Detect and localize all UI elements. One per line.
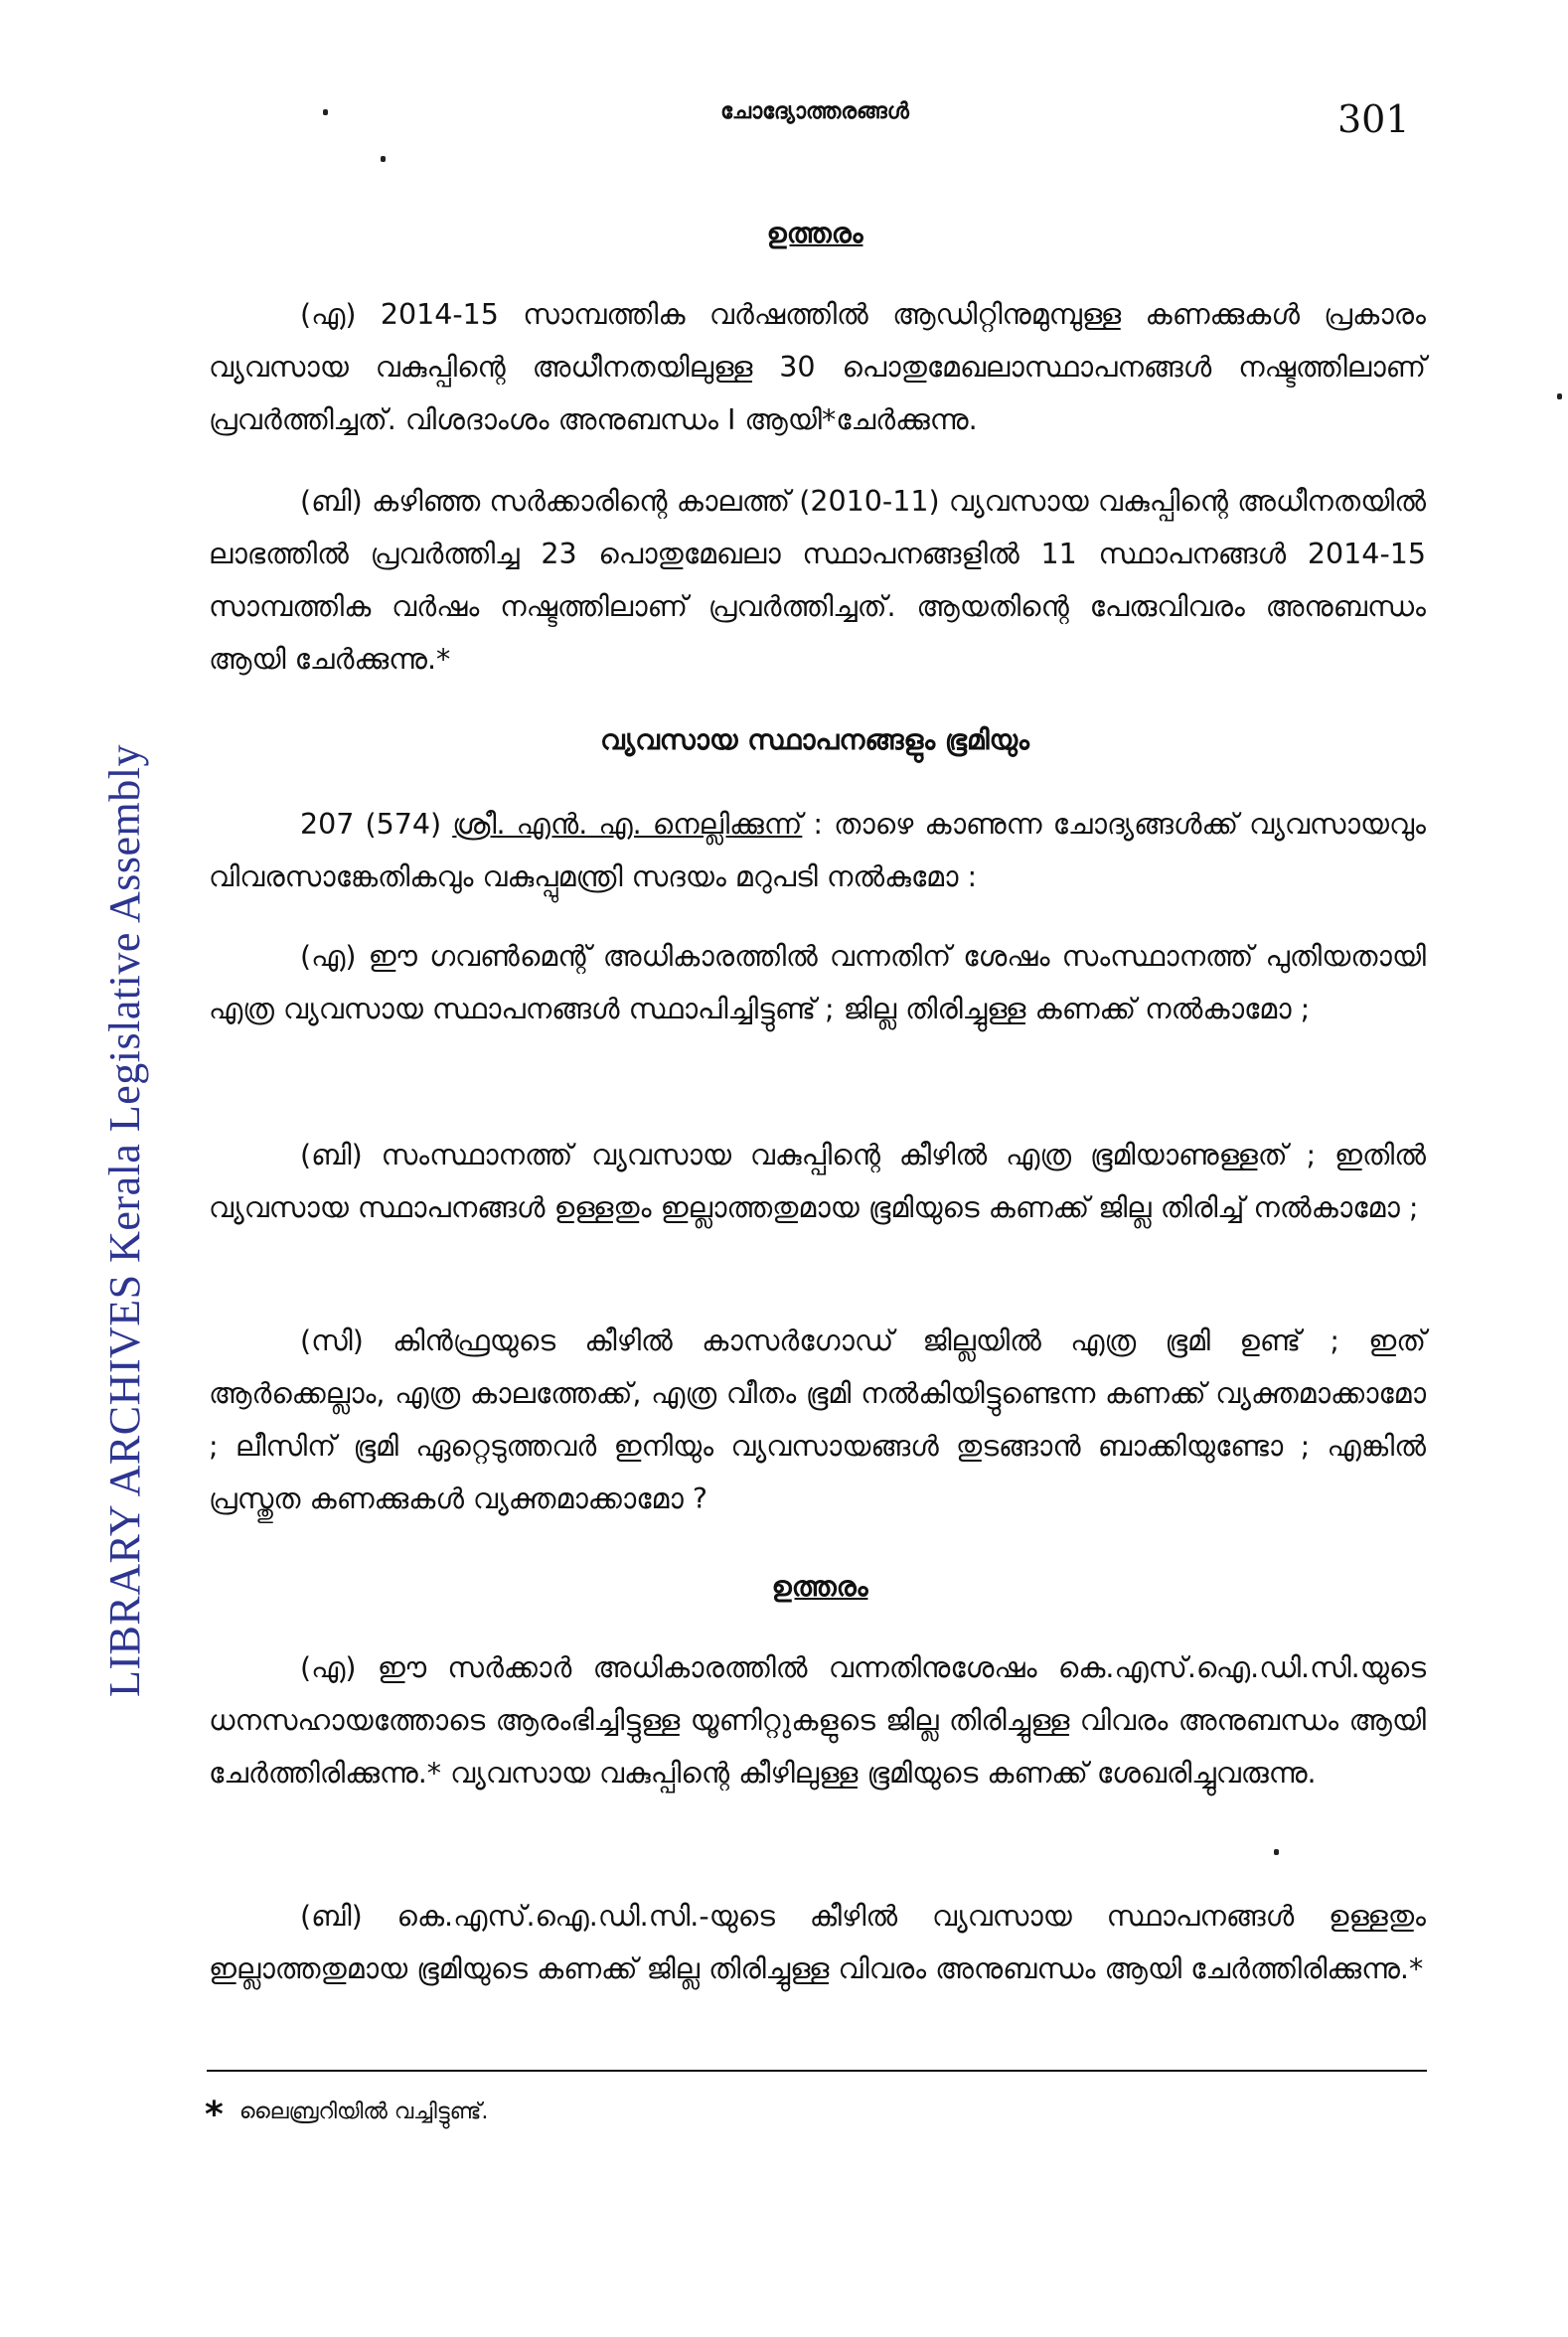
answer-1-part-b-text: (ബി) കഴിഞ്ഞ സർക്കാരിന്റെ കാലത്ത് (2010-11) വ്യവസായ വകുപ്പിന്റെ അധീനതയിൽ ലാഭത്തിൽ പ്രവർത്തിച്ച 23 പൊതുമേഖലാ സ്ഥാപനങ്ങളിൽ 11 സ്ഥാപനങ്ങൾ 2014-15 സാമ്പത്തിക വർഷം നഷ്ടത്തിലാണ് പ്രവർത്തിച്ചത്. ആയതിന്റെ പേരുവിവരം അനുബന്ധം ആയി ചേർക്കുന്നു.* [209,485,1426,676]
answer-2-part-b [209,1890,1426,1995]
page-number: 301 [1337,97,1410,141]
footnote [205,2095,488,2135]
question-number: 207 (574) [300,808,442,841]
question-intro [209,798,1426,903]
scan-speck [1557,393,1562,399]
footnote-marker: * [205,2095,224,2135]
scan-speck [323,109,328,115]
question-part-c-text: (സി) കിൻഫ്രയുടെ കീഴിൽ കാസർഗോഡ് ജില്ലയിൽ എത്ര ഭൂമി ഉണ്ട് ; ഇത് ആർക്കെല്ലാം, എത്ര കാലത്തേക്ക്, എത്ര വീതം ഭൂമി നൽകിയിട്ടുണ്ടെന്ന കണക്ക് വ്യക്തമാക്കാമോ ; ലീസിന് ഭൂമി ഏറ്റെടുത്തവർ ഇനിയും വ്യവസായങ്ങൾ തുടങ്ങാൻ ബാക്കിയുണ്ടോ ; എങ്കിൽ പ്രസ്തുത കണക്കുകൾ വ്യക്തമാക്കാമോ ? [209,1324,1426,1515]
member-name: ശ്രീ. എൻ. എ. നെല്ലിക്കുന്ന് [452,808,803,841]
answer-2-part-a [209,1641,1426,1799]
answer-1-part-a [209,288,1426,446]
footnote-divider [207,2070,1427,2072]
answer-heading-2: ഉത്തരം [771,1570,868,1603]
running-header-title: ചോദ്യോത്തരങ്ങൾ [720,99,909,124]
answer-1-part-a-text: (എ) 2014-15 സാമ്പത്തിക വർഷത്തിൽ ആഡിറ്റിനുമുമ്പുള്ള കണക്കുകൾ പ്രകാരം വ്യവസായ വകുപ്പിന്റെ അധീനതയിലുള്ള 30 പൊതുമേഖലാസ്ഥാപനങ്ങൾ നഷ്ടത്തിലാണ് പ്രവർത്തിച്ചത്. വിശദാംശം അനുബന്ധം I ആയി*ചേർക്കുന്നു. [209,298,1426,436]
footnote-text: ലൈബ്രറിയിൽ വച്ചിട്ടുണ്ട്. [238,2100,489,2124]
archive-watermark: LIBRARY ARCHIVES Kerala Legislative Assembly [100,744,149,1697]
question-part-a [209,930,1426,1035]
answer-heading-1: ഉത്തരം [766,217,863,249]
answer-2-part-a-text: (എ) ഈ സർക്കാർ അധികാരത്തിൽ വന്നതിനുശേഷം കെ.എസ്.ഐ.ഡി.സി.യുടെ ധനസഹായത്തോടെ ആരംഭിച്ചിട്ടുള്ള യൂണിറ്റുകളുടെ ജില്ല തിരിച്ചുള്ള വിവരം അനുബന്ധം ആയി ചേർത്തിരിക്കുന്നു.* വ്യവസായ വകുപ്പിന്റെ കീഴിലുള്ള ഭൂമിയുടെ കണക്ക് ശേഖരിച്ചുവരുന്നു. [209,1651,1426,1790]
question-intro-text: : താഴെ കാണുന്ന ചോദ്യങ്ങൾക്ക് വ്യവസായവും വിവരസാങ്കേതികവും വകുപ്പുമന്ത്രി സദയം മറുപടി നൽകുമോ : [209,808,1426,893]
question-part-b-text: (ബി) സംസ്ഥാനത്ത് വ്യവസായ വകുപ്പിന്റെ കീഴിൽ എത്ര ഭൂമിയാണുള്ളത് ; ഇതിൽ വ്യവസായ സ്ഥാപനങ്ങൾ ഉള്ളതും ഇല്ലാത്തതുമായ ഭൂമിയുടെ കണക്ക് ജില്ല തിരിച്ച് നൽകാമോ ; [209,1139,1426,1224]
question-title: വ്യവസായ സ്ഥാപനങ്ങളും ഭൂമിയും [600,723,1029,756]
answer-1-part-b [209,475,1426,686]
scan-speck [381,156,386,162]
question-part-c [209,1315,1426,1525]
question-part-b [209,1129,1426,1234]
answer-2-part-b-text: (ബി) കെ.എസ്.ഐ.ഡി.സി.-യുടെ കീഴിൽ വ്യവസായ സ്ഥാപനങ്ങൾ ഉള്ളതും ഇല്ലാത്തതുമായ ഭൂമിയുടെ കണക്ക് ജില്ല തിരിച്ചുള്ള വിവരം അനുബന്ധം ആയി ചേർത്തിരിക്കുന്നു.* [209,1900,1426,1985]
question-part-a-text: (എ) ഈ ഗവൺമെന്റ് അധികാരത്തിൽ വന്നതിന് ശേഷം സംസ്ഥാനത്ത് പുതിയതായി എത്ര വ്യവസായ സ്ഥാപനങ്ങൾ സ്ഥാപിച്ചിട്ടുണ്ട് ; ജില്ല തിരിച്ചുള്ള കണക്ക് നൽകാമോ ; [209,940,1426,1025]
scan-speck [1274,1849,1279,1855]
